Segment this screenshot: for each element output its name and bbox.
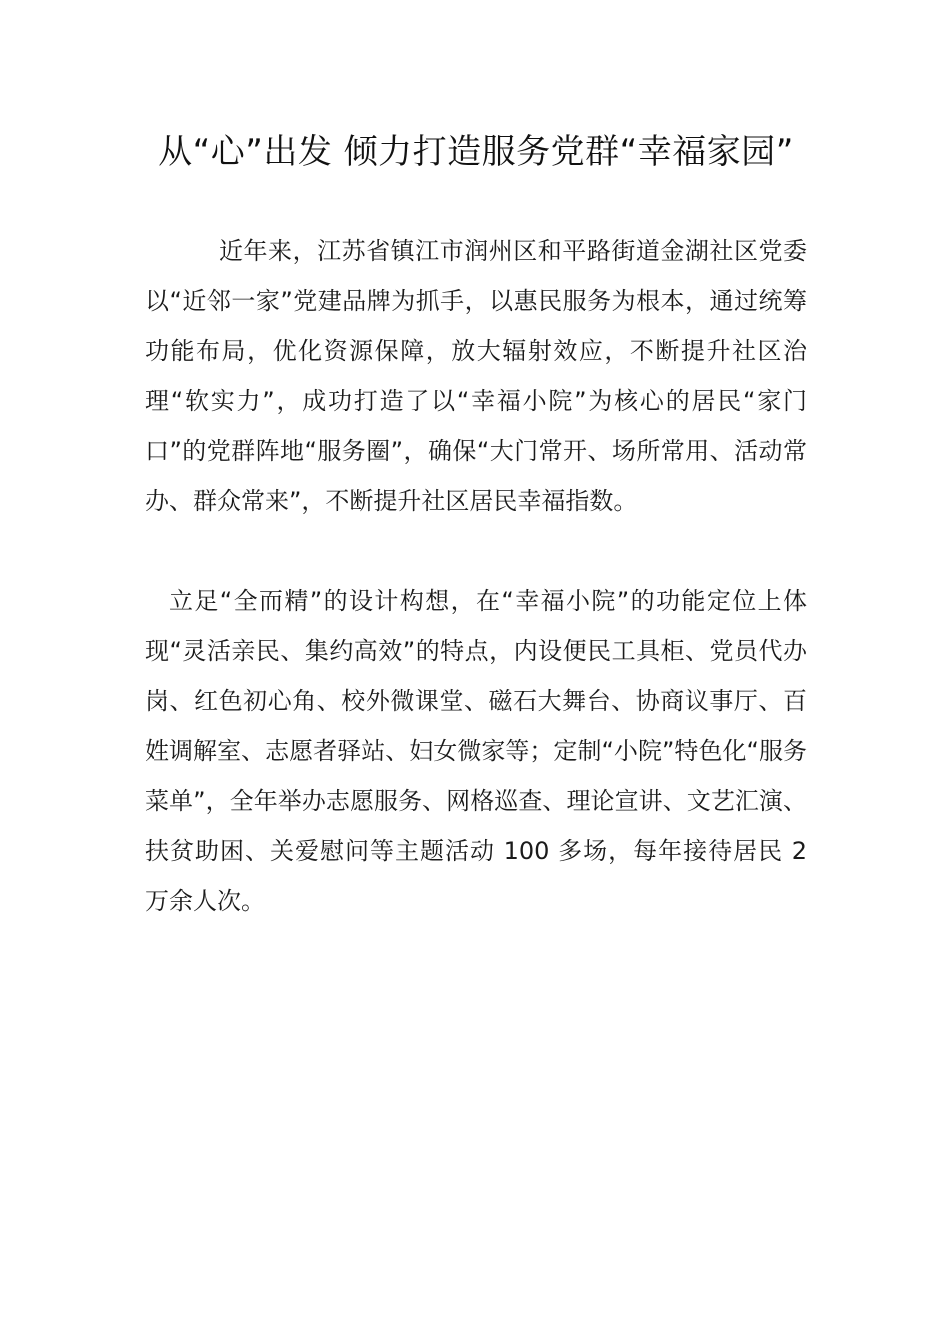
paragraph-2: 立足“全而精”的设计构想，在“幸福小院”的功能定位上体现“灵活亲民、集约高效”的特点，内设便民工具柜、党员代办岗、红色初心角、校外微课堂、磁石大舞台、协商议事厅、百姓调解室、志愿者驿站、妇女微家等；定制“小院”特色化“服务菜单”，全年举办志愿服务、网格巡查、理论宣讲、文艺汇演、扶贫助困、关爱慰问等主题活动 100 多场，每年接待居民 2 万余人次。 [145, 587, 807, 915]
document-title: 从“心”出发 倾力打造服务党群“幸福家园” [158, 132, 794, 172]
paragraph-1: 近年来，江苏省镇江市润州区和平路街道金湖社区党委以“近邻一家”党建品牌为抓手，以惠民服务为根本，通过统筹功能布局，优化资源保障，放大辐射效应，不断提升社区治理“软实力”，成功打造了以“幸福小院”为核心的居民“家门口”的党群阵地“服务圈”，确保“大门常开、场所常用、活动常办、群众常来”，不断提升社区居民幸福指数。 [145, 237, 807, 515]
